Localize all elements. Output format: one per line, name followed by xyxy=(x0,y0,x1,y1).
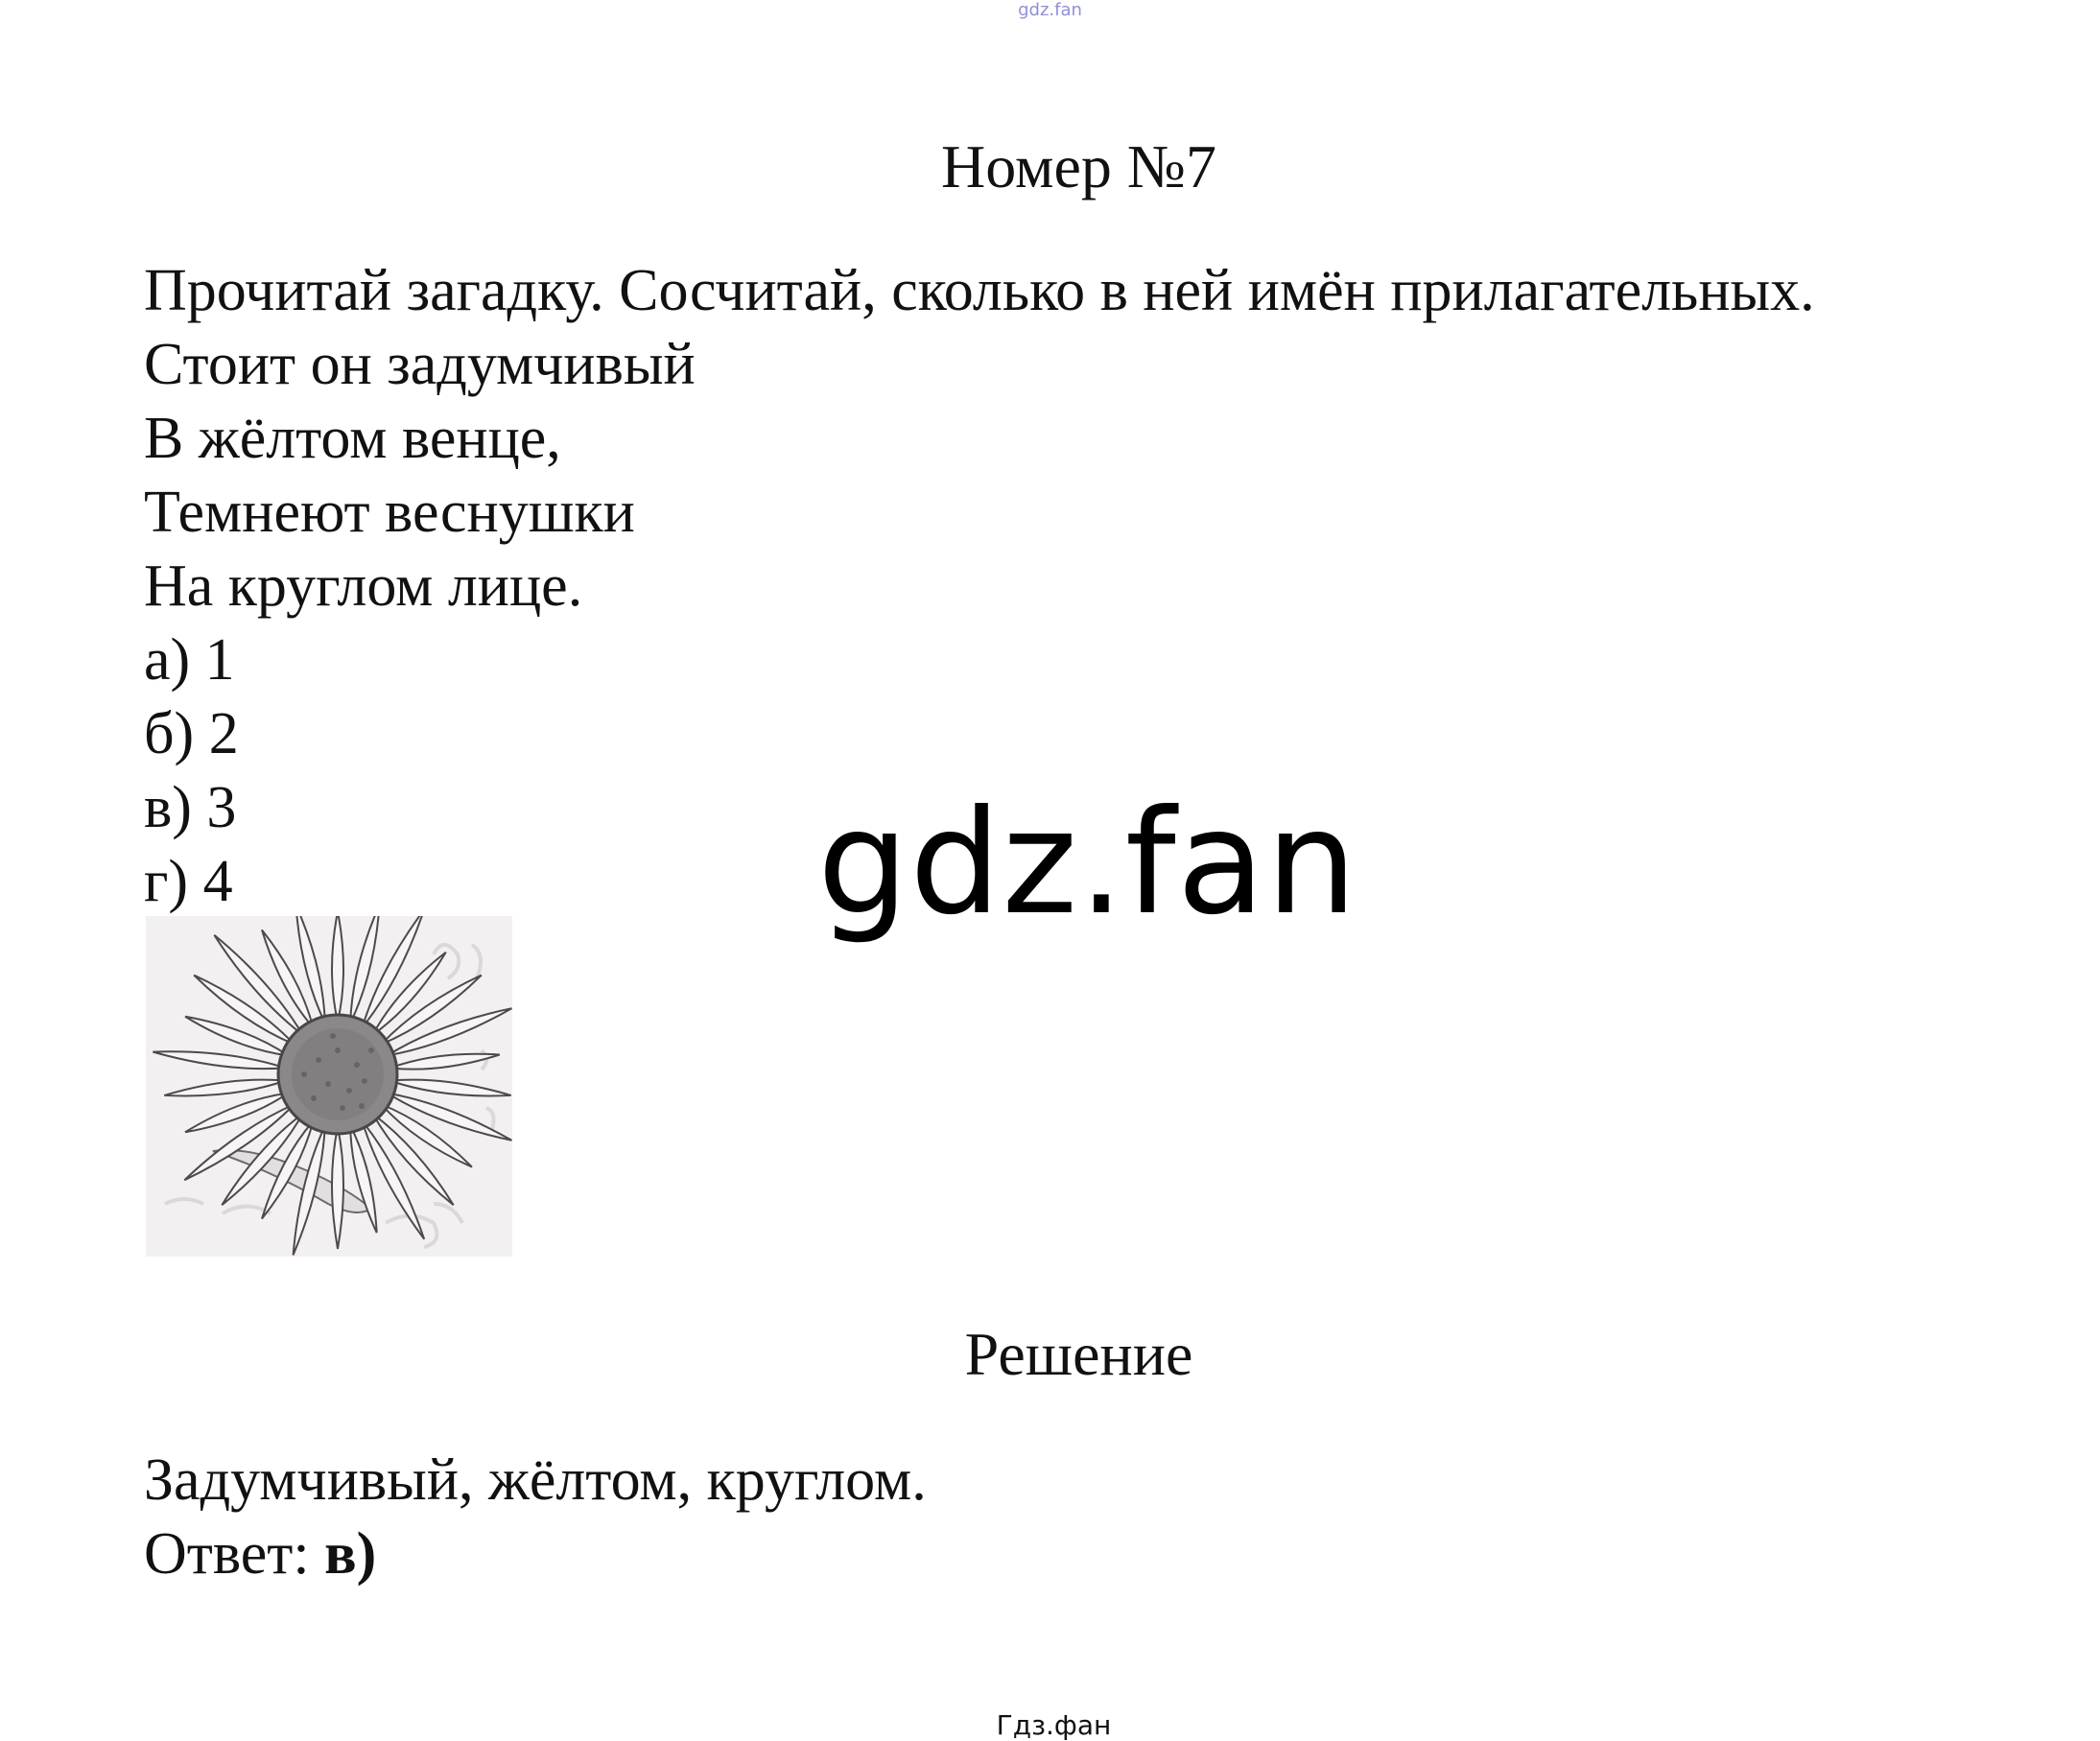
riddle-line: На круглом лице. xyxy=(144,553,583,619)
site-mark: gdz.fan xyxy=(1018,0,1082,20)
answer-option-d: г) 4 xyxy=(144,849,233,914)
page-title: Номер №7 xyxy=(941,132,1216,200)
riddle-line: Стоит он задумчивый xyxy=(144,332,696,397)
riddle-line: Темнеют веснушки xyxy=(144,480,635,545)
sunflower-icon xyxy=(146,916,512,1257)
watermark: gdz.fan xyxy=(817,780,1358,947)
answer-option-a: а) 1 xyxy=(144,627,235,693)
solution-body xyxy=(144,1444,927,1591)
answer-option-b: б) 2 xyxy=(144,701,239,766)
answer-option-c: в) 3 xyxy=(144,775,237,840)
answer-line xyxy=(144,1517,927,1591)
sunflower-illustration xyxy=(146,916,512,1257)
riddle-line: В жёлтом венце, xyxy=(144,406,561,471)
solution-heading: Решение xyxy=(964,1320,1193,1388)
answer-value: в) xyxy=(324,1521,377,1587)
solution-text: Задумчивый, жёлтом, круглом. xyxy=(144,1447,927,1513)
task-prompt: Прочитай загадку. Сосчитай, сколько в ней имён прилагательных. xyxy=(144,258,1815,323)
footer-mark: Гдз.фан xyxy=(996,1709,1112,1741)
answer-label: Ответ: xyxy=(144,1521,325,1587)
